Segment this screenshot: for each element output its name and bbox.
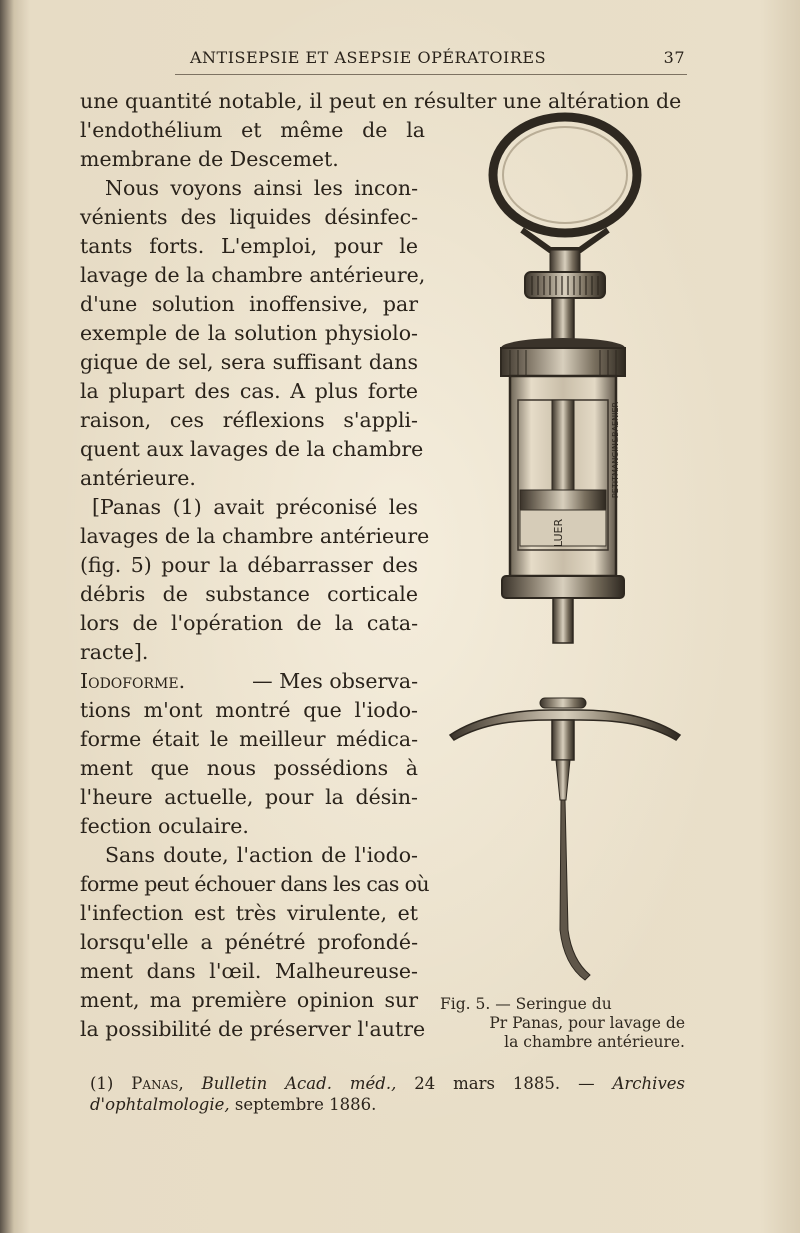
text-line: l'endothélium et même de la	[80, 118, 425, 142]
footnote-line	[90, 1073, 685, 1094]
page-number: 37	[663, 48, 685, 67]
text-line: la plupart des cas. A plus forte	[80, 379, 418, 403]
ring-handle	[493, 117, 637, 233]
text-line: une quantité notable, il peut en résulter une altération de	[80, 89, 682, 113]
text-line: forme était le meilleur médica-	[80, 727, 418, 751]
text-line: la possibilité de préserver l'autre	[80, 1017, 426, 1041]
text-line: exemple de la solution physiolo-	[80, 321, 418, 345]
figure-caption	[440, 995, 685, 1052]
text-line: vénients des liquides désinfec-	[80, 205, 418, 229]
footnote-date2: septembre 1886.	[234, 1095, 377, 1114]
syringe-drawing	[440, 110, 690, 990]
barrel-cap	[501, 348, 625, 376]
syringe-illustration	[440, 110, 690, 990]
footnote-author: Panas,	[131, 1074, 184, 1093]
text-line: fection oculaire.	[80, 814, 249, 838]
text-line: Nous voyons ainsi les incon-	[105, 176, 418, 200]
footnote-marker: (1)	[90, 1074, 114, 1093]
running-title: ANTISEPSIE ET ASEPSIE OPÉRATOIRES	[190, 48, 547, 67]
text-line: gique de sel, sera suffisant dans	[80, 350, 418, 374]
text-line: (fig. 5) pour la débarrasser des	[80, 553, 418, 577]
knurled-nut	[525, 272, 605, 298]
footnote-journal: Bulletin Acad. méd.,	[201, 1074, 397, 1093]
section-heading: Iodoforme.	[80, 669, 186, 693]
text-line: ment que nous possédions à	[80, 756, 418, 780]
text-line: ment dans l'œil. Malheureuse-	[80, 959, 418, 983]
text-line-with-heading	[80, 668, 418, 694]
text-line: d'une solution inoffensive, par	[80, 292, 418, 316]
text-line: [Panas (1) avait préconisé les	[92, 495, 418, 519]
footnote-journal2: Archives	[612, 1074, 686, 1093]
text-line: quent aux lavages de la chambre	[80, 437, 424, 461]
footnote-line	[90, 1094, 685, 1115]
text-line: Sans doute, l'action de l'iodo-	[105, 843, 418, 867]
text-line: lorsqu'elle a pénétré profondé-	[80, 930, 418, 954]
text-line: l'heure actuelle, pour la désin-	[80, 785, 418, 809]
text-line: raison, ces réflexions s'appli-	[80, 408, 418, 432]
caption-line: Pr Panas, pour lavage de	[489, 1014, 685, 1032]
barrel-label: LUER	[552, 518, 565, 548]
text-line: membrane de Descemet.	[80, 147, 339, 171]
text-fragment: — Mes observa-	[252, 669, 418, 693]
caption-line: la chambre antérieure.	[504, 1033, 685, 1051]
text-line: lavage de la chambre antérieure,	[80, 263, 426, 287]
text-line: ment, ma première opinion sur	[80, 988, 418, 1012]
cannula-tube	[560, 800, 590, 980]
footnote-journal2-cont: d'ophtalmologie,	[90, 1095, 230, 1114]
running-header	[190, 48, 685, 72]
text-line: l'infection est très virulente, et	[80, 901, 418, 925]
footnote	[90, 1073, 685, 1115]
text-line: lors de l'opération de la cata-	[80, 611, 418, 635]
text-line: racte].	[80, 640, 149, 664]
text-line: antérieure.	[80, 466, 196, 490]
maker-mark: PETITMANGIN&BAENIER	[611, 401, 620, 499]
text-line: lavages de la chambre antérieure	[80, 524, 430, 548]
cannula-hub	[540, 698, 586, 708]
caption-line: Fig. 5. — Seringue du	[440, 995, 612, 1013]
text-line: forme peut échouer dans les cas où	[80, 872, 430, 896]
footnote-date: 24 mars 1885. —	[414, 1074, 595, 1093]
text-line: tions m'ont montré que l'iodo-	[80, 698, 418, 722]
text-line: tants forts. L'emploi, pour le	[80, 234, 418, 258]
header-rule	[175, 74, 687, 75]
text-line: débris de substance corticale	[80, 582, 418, 606]
